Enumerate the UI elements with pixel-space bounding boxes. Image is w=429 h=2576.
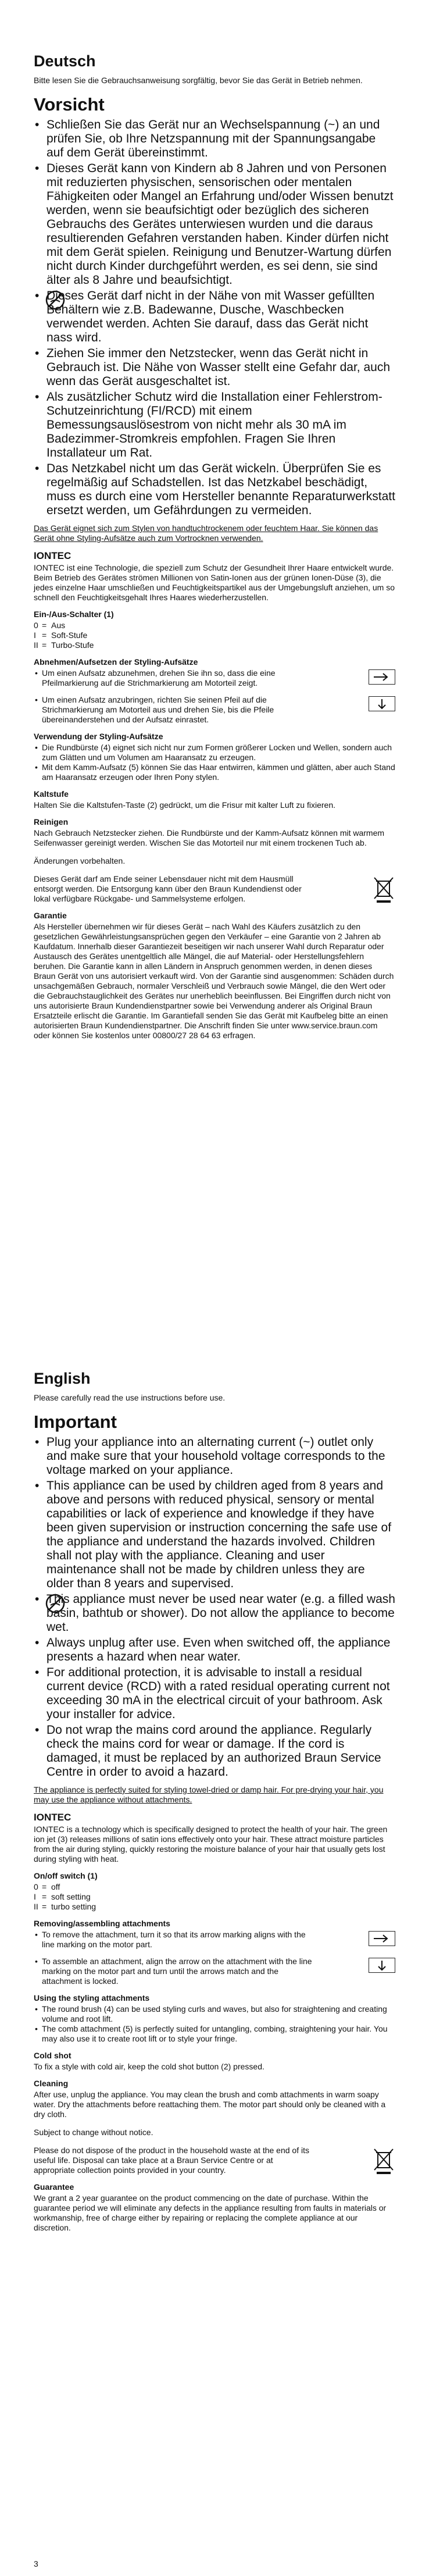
use-heading: Verwendung der Styling-Aufsätze <box>34 732 163 741</box>
disposal-text: Dieses Gerät darf am Ende seiner Lebensdauer nicht mit dem Hausmüll entsorgt werden. Die Entsorgung kann über den Braun Kundendienst oder lokal verfügbare Rückgabe- und Sammelsysteme erfolgen. <box>34 874 302 903</box>
iontec-text: IONTEC is a technology which is specifically designed to protect the health of your hair. The green ion jet (3) releases millions of satin ions effectively onto your hair. These attract moisture particles from the air during styling, quickly restoring the moisture balance of your hair that usually gets lost during styling with heat. <box>34 1825 388 1864</box>
page-number: 3 <box>34 2559 38 2568</box>
guarantee-text: Als Hersteller übernehmen wir für dieses Gerät – nach Wahl des Käufers zusätzlich zu den gesetzlichen Gewährleistungsansprüchen gegen den Verkäufer – eine Garantie von 2 Jahren ab Kaufdatum. Innerhalb dieser Garantiezeit beseitigen wir nach unserer Wahl durch Reparatur oder Austausch des Gerätes unentgeltlich alle Mängel, die auf Material- oder Herstellungsfehlern beruhen. Die Garantie kann in allen Ländern in Anspruch genommen werden, in denen dieses Braun Gerät von uns autorisiert verkauft wird. Von der Garantie sind ausgenommen: Schäden durch unsachgemäßen Gebrauch, normaler Verschleiß und Verbrauch sowie Mängel, die den Wert oder die Gebrauchstauglichkeit des Gerätes nur unerheblich beeinflussen. Bei Eingriffen durch nicht von uns autorisierte Braun Kundendienstpartner sowie bei Verwendung anderer als Original Braun Ersatzteile erlischt die Garantie. Im Garantiefall senden Sie das Gerät mit Kaufbeleg bitte an einen autorisierten Braun Kundendienstpartner. Die Anschrift finden Sie unter www.service.braun.com oder können Sie kostenlos unter 00800/27 28 64 63 erfragen. <box>34 922 394 1040</box>
caution-heading: Vorsicht <box>34 94 105 115</box>
guarantee-text: We grant a 2 year guarantee on the product commencing on the date of purchase. Within the guarantee period we will eliminate any defects in the appliance resulting from faults in materials or workmanship, free of charge either by repairing or replacing the complete appliance at our discretion. <box>34 2193 387 2232</box>
disposal-text: Please do not dispose of the product in the household waste at the end of its useful life. Disposal can take place at a Braun Service Centre or at appropriate collection points provided in your country. <box>34 2146 309 2175</box>
list-item: • Schließen Sie das Gerät nur an Wechselspannung (~) an und prüfen Sie, ob Ihre Netzspannung mit der Spannungsangabe auf dem Gerät übereinstimmt. <box>35 118 380 159</box>
safety-list <box>34 118 395 518</box>
cold-text: Halten Sie die Kaltstufen-Taste (2) gedrückt, um die Frisur mit kalter Luft zu fixieren. <box>34 800 335 810</box>
safety-list <box>34 1435 395 1779</box>
attach-remove-row: • Um einen Aufsatz abzunehmen, drehen Sie ihn so, dass die eine Pfeilmarkierung auf die Strichmarkierung am Motorteil zeigt. <box>34 668 395 688</box>
german-section <box>34 52 395 1041</box>
guarantee-heading: Garantie <box>34 911 67 920</box>
list-item: • The comb attachment (5) is perfectly suited for untangling, combing, straightening your hair. You may also use it to create root lift or to style your fringe. <box>35 2024 388 2043</box>
attach-fit-row: • Um einen Aufsatz anzubringen, richten Sie seinen Pfeil auf die Strichmarkierung am Motorteil aus und drehen Sie, bis die Pfeile übereinanderstehen und der Aufsatz einrastet. <box>34 695 395 725</box>
list-item: • The round brush (4) can be used styling curls and waves, but also for straightening and creating volume and root lift. <box>35 2004 387 2023</box>
clean-text: Nach Gebrauch Netzstecker ziehen. Die Rundbürste und der Kamm-Aufsatz können mit warmem Seifenwasser gereinigt werden. Wischen Sie das Motorteil nur mit einem trockenen Tuch ab. <box>34 828 385 847</box>
attach-remove-text: Um einen Aufsatz abzunehmen, drehen Sie ihn so, dass die eine Pfeilmarkierung auf die Strichmarkierung am Motorteil zeigt. <box>42 668 276 687</box>
disposal-row <box>34 874 395 904</box>
switch-settings: 0 = off I = soft setting II = turbo setting <box>34 1882 96 1911</box>
attach-heading: Abnehmen/Aufsetzen der Styling-Aufsätze <box>34 657 198 667</box>
disposal-row <box>34 2146 395 2175</box>
switch-heading: Ein-/Aus-Schalter (1) <box>34 610 114 619</box>
use-list <box>34 2004 395 2044</box>
clean-heading: Cleaning <box>34 2079 69 2088</box>
use-heading: Using the styling attachments <box>34 1993 150 2003</box>
switch-settings: 0 = Aus I = Soft-Stufe II = Turbo-Stufe <box>34 621 94 650</box>
cold-text: To fix a style with cold air, keep the cold shot button (2) pressed. <box>34 2062 264 2071</box>
guarantee-heading: Guarantee <box>34 2182 74 2192</box>
changes-note: Subject to change without notice. <box>34 2128 153 2137</box>
list-item: • Dieses Gerät kann von Kindern ab 8 Jahren und von Personen mit reduzierten physischen, sensorischen oder mentalen Fähigkeiten oder Mangel an Erfahrung und/oder Wissen benutzt werden, wenn sie beaufsichtigt oder bezüglich des sicheren Gebrauchs des Gerätes unterwiesen wurden und die daraus resultierenden Gefahren verstanden haben. Kinder dürfen nicht mit dem Gerät spielen. Reinigung und Benutzer-Wartung dürfen nicht durch Kinder durchgeführt werden, es sei denn, sie sind älter als 8 Jahre und beaufsichtigt. <box>35 162 394 287</box>
attach-fit-icon <box>369 1958 395 1973</box>
no-water-icon <box>45 1594 65 1613</box>
crossed-bin-icon <box>372 874 395 903</box>
english-section <box>34 1370 395 2233</box>
attach-fit-text: Um einen Aufsatz anzubringen, richten Sie seinen Pfeil auf die Strichmarkierung am Motorteil aus und drehen Sie, bis die Pfeile übereinanderstehen und der Aufsatz einrastet. <box>42 695 274 724</box>
list-item: • Plug your appliance into an alternating current (~) outlet only and make sure that your household voltage corresponds to the voltage marked on your appliance. <box>35 1435 385 1477</box>
switch-heading: On/off switch (1) <box>34 1871 98 1880</box>
iontec-heading: IONTEC <box>34 1812 72 1823</box>
list-item: • Mit dem Kamm-Aufsatz (5) können Sie das Haar entwirren, kämmen und glätten, aber auch Stand am Haaransatz erzeugen oder Ihren Pony stylen. <box>35 763 395 782</box>
list-item: • This appliance must never be used near water (e.g. a filled wash basin, bathtub or shower). Do not allow the appliance to become wet. <box>35 1592 395 1634</box>
attach-heading: Removing/assembling attachments <box>34 1919 170 1928</box>
list-item: • Always unplug after use. Even when switched off, the appliance presents a hazard when near water. <box>35 1636 391 1663</box>
list-item: • Ziehen Sie immer den Netzstecker, wenn das Gerät nicht in Gebrauch ist. Die Nähe von Wasser stellt eine Gefahr dar, auch wenn das Gerät ausgeschaltet ist. <box>35 347 391 388</box>
attach-remove-row: • To remove the attachment, turn it so that its arrow marking aligns with the line marking on the motor part. <box>34 1930 395 1950</box>
list-item: • Dieses Gerät darf nicht in der Nähe von mit Wasser gefüllten Behältern wie z.B. Badewanne, Dusche, Waschbecken verwendet werden. Achten Sie darauf, dass das Gerät nicht nass wird. <box>35 289 375 344</box>
attach-remove-icon <box>369 669 395 685</box>
attach-remove-icon <box>369 1931 395 1946</box>
list-item: • For additional protection, it is advisable to install a residual current device (RCD) with a rated residual operating current not exceeding 30 mA in the electrical circuit of your bathroom. Ask your installer for advice. <box>35 1666 390 1721</box>
important-heading: Important <box>34 1412 117 1432</box>
cold-heading: Cold shot <box>34 2051 72 2060</box>
iontec-text: IONTEC ist eine Technologie, die speziell zum Schutz der Gesundheit Ihrer Haare entwickelt wurde. Beim Betrieb des Gerätes strömen Millionen von Satin-Ionen aus der grünen Ionen-Düse (3), die jedes einzelne Haar umschließen und Feuchtigkeitspartikel aus der Umgebungsluft anziehen, um so schnell den Feuchtigkeitsgehalt Ihres Haares wiederherzustellen. <box>34 563 395 602</box>
usage-note: The appliance is perfectly suited for styling towel-dried or damp hair. For pre-drying your hair, you may use the appliance without attachments. <box>34 1785 384 1804</box>
list-item: • Das Netzkabel nicht um das Gerät wickeln. Überprüfen Sie es regelmäßig auf Schadstellen. Ist das Netzkabel beschädigt, muss es durch eine vom Hersteller benannte Reparaturwerkstatt ersetzt werden, um Gefährdungen zu vermeiden. <box>35 462 395 517</box>
list-item: • This appliance can be used by children aged from 8 years and above and persons with reduced physical, sensory or mental capabilities or lack of experience and knowledge if they have been given supervision or instruction concerning the safe use of the appliance and understand the hazards involved. Children shall not play with the appliance. Cleaning and user maintenance shall not be made by children unless they are older than 8 years and supervised. <box>35 1479 392 1590</box>
attach-fit-icon <box>369 696 395 711</box>
changes-note: Änderungen vorbehalten. <box>34 856 126 865</box>
usage-note: Das Gerät eignet sich zum Stylen von handtuchtrockenem oder feuchtem Haar. Sie können das Gerät ohne Styling-Aufsätze auch zum Vortrocknen verwenden. <box>34 523 378 543</box>
section-heading: English <box>34 1370 91 1387</box>
intro-text: Bitte lesen Sie die Gebrauchsanweisung sorgfältig, bevor Sie das Gerät in Betrieb nehmen. <box>34 76 363 85</box>
attach-remove-text: To remove the attachment, turn it so that its arrow marking aligns with the line marking on the motor part. <box>42 1930 306 1949</box>
attach-fit-row: • To assemble an attachment, align the arrow on the attachment with the line marking on the motor part and turn until the arrows match and the attachment is locked. <box>34 1957 395 1986</box>
list-item: • Die Rundbürste (4) eignet sich nicht nur zum Formen größerer Locken und Wellen, sondern auch zum Glätten und um Volumen am Haaransatz zu erzeugen. <box>35 743 392 762</box>
iontec-heading: IONTEC <box>34 550 72 561</box>
list-item: • Als zusätzlicher Schutz wird die Installation einer Fehlerstrom-Schutzeinrichtung (FI/RCD) mit einem Bemessungsauslösestrom von nicht mehr als 30 mA im Badezimmer-Stromkreis empfohlen. Fragen Sie Ihren Installateur um Rat. <box>35 390 382 459</box>
section-heading: Deutsch <box>34 52 96 70</box>
use-list <box>34 743 395 782</box>
crossed-bin-icon <box>372 2146 395 2175</box>
intro-text: Please carefully read the use instructions before use. <box>34 1393 226 1402</box>
no-water-icon <box>45 290 65 310</box>
list-item: • Do not wrap the mains cord around the appliance. Regularly check the mains cord for wear or damage. If the cord is damaged, it must be replaced by an authorized Braun Service Centre in order to avoid a hazard. <box>35 1723 381 1779</box>
cold-heading: Kaltstufe <box>34 789 69 799</box>
attach-fit-text: To assemble an attachment, align the arrow on the attachment with the line marking on the motor part and turn until the arrows match and the attachment is locked. <box>42 1957 312 1986</box>
clean-text: After use, unplug the appliance. You may clean the brush and comb attachments in warm soapy water. Dry the attachments before reattaching them. The motor part should only be cleaned with a dry cloth. <box>34 2090 386 2119</box>
clean-heading: Reinigen <box>34 817 69 826</box>
